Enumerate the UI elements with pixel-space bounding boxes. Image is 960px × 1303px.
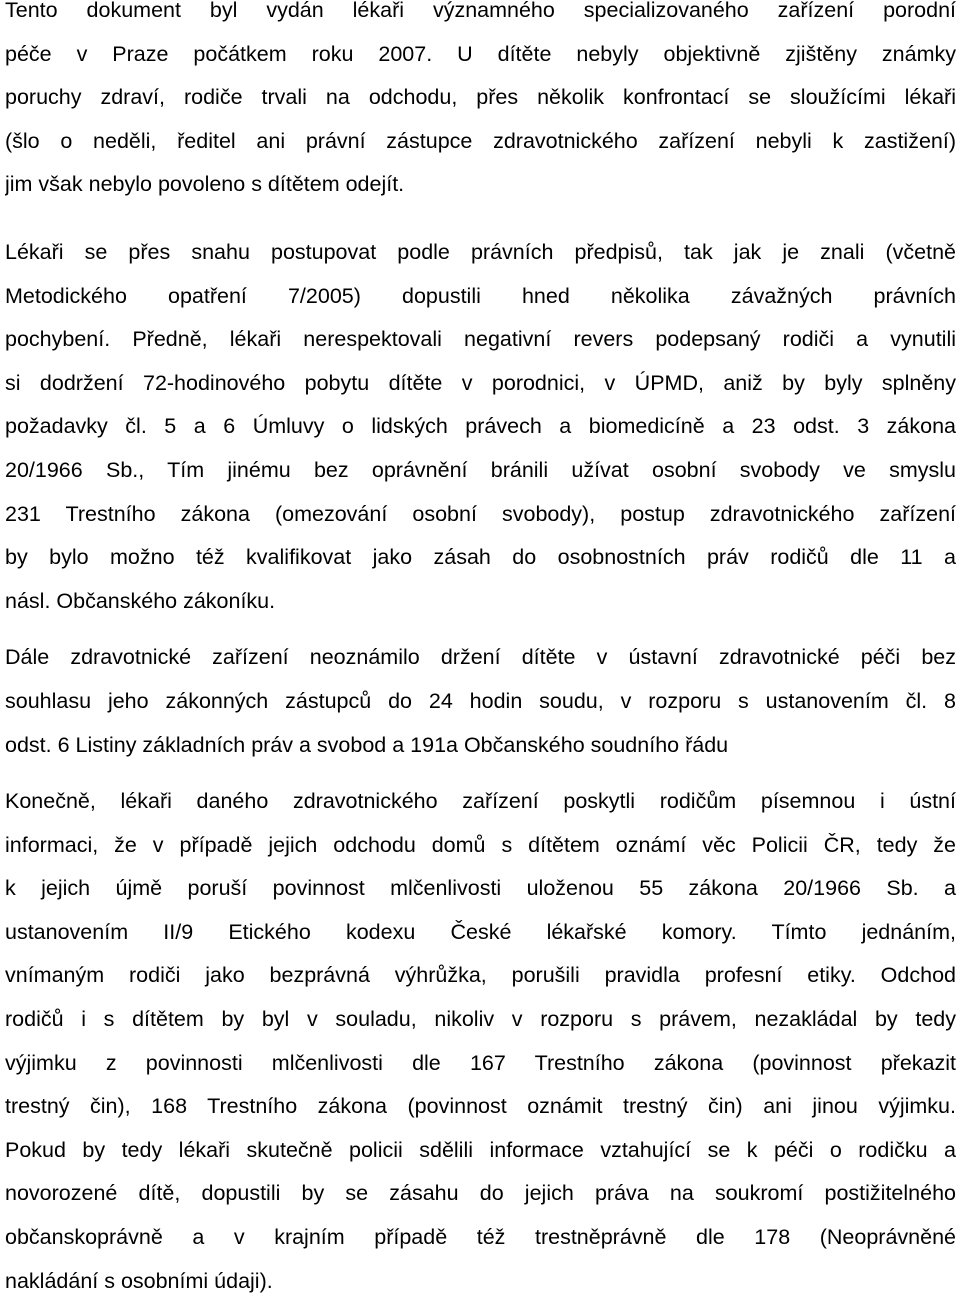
text-line: novorozené dítě, dopustili by se zásahu do jejich práva na soukromí postižitelného [5, 1181, 956, 1206]
text-line: Lékaři se přes snahu postupovat podle právních předpisů, tak jak je znali (včetně [5, 239, 956, 264]
text-line: výjimku z povinnosti mlčenlivosti dle 167 Trestního zákona (povinnost překazit [5, 1050, 956, 1075]
text-line: informaci, že v případě jejich odchodu domů s dítětem oznámí věc Policii ČR, tedy že [5, 832, 956, 857]
text-line: odst. 6 Listiny základních práv a svobod a 191a Občanského soudního řádu [5, 732, 729, 757]
text-line: Metodického opatření 7/2005) dopustili hned několika závažných právních [5, 283, 956, 308]
text-line: 231 Trestního zákona (omezování osobní svobody), postup zdravotnického zařízení [5, 501, 956, 526]
text-line: požadavky čl. 5 a 6 Úmluvy o lidských právech a biomedicíně a 23 odst. 3 zákona [5, 414, 956, 439]
text-line: pochybení. Předně, lékaři nerespektovali negativní revers podepsaný rodiči a vynutili [5, 327, 956, 352]
text-line: Konečně, lékaři daného zdravotnického zařízení poskytli rodičům písemnou i ústní [5, 789, 956, 814]
text-line: si dodržení 72-hodinového pobytu dítěte v porodnici, v ÚPMD, aniž by byly splněny [5, 370, 956, 395]
text-line: nakládání s osobními údaji). [5, 1268, 273, 1293]
text-line: občanskoprávně a v krajním případě též trestněprávně dle 178 (Neoprávněné [5, 1225, 956, 1250]
text-line: 20/1966 Sb., Tím jinému bez oprávnění bránili užívat osobní svobody ve smyslu [5, 457, 956, 482]
text-line: trestný čin), 168 Trestního zákona (povinnost oznámit trestný čin) ani jinou výjimku. [5, 1094, 956, 1119]
text-line: vnímaným rodiči jako bezprávná výhrůžka, porušili pravidla profesní etiky. Odchod [5, 963, 956, 988]
paragraph-3 [5, 636, 956, 767]
text-line: Dále zdravotnické zařízení neoznámilo držení dítěte v ústavní zdravotnické péči bez [5, 645, 956, 670]
text-line: jim však nebylo povoleno s dítětem odejít. [5, 172, 405, 197]
text-line: k jejich újmě poruší povinnost mlčenlivosti uloženou 55 zákona 20/1966 Sb. a [5, 876, 956, 901]
text-line: by bylo možno též kvalifikovat jako zásah do osobnostních práv rodičů dle 11 a [5, 545, 956, 570]
text-line: souhlasu jeho zákonných zástupců do 24 hodin soudu, v rozporu s ustanovením čl. 8 [5, 688, 956, 713]
text-line: Pokud by tedy lékaři skutečně policii sdělili informace vztahující se k péči o rodičku a [5, 1137, 956, 1162]
text-line: poruchy zdraví, rodiče trvali na odchodu, přes několik konfrontací se sloužícími lékaři [5, 85, 956, 110]
text-line: násl. Občanského zákoníku. [5, 588, 276, 613]
paragraph-1 [5, 0, 956, 207]
paragraph-2 [5, 231, 956, 623]
document-page [5, 0, 956, 1303]
text-line: ustanovením II/9 Etického kodexu České lékařské komory. Tímto jednáním, [5, 919, 956, 944]
paragraph-4 [5, 780, 956, 1303]
text-line: Tento dokument byl vydán lékaři významného specializovaného zařízení porodní [5, 0, 956, 22]
text-line: (šlo o neděli, ředitel ani právní zástupce zdravotnického zařízení nebyli k zastižení) [5, 128, 956, 153]
text-line: rodičů i s dítětem by byl v souladu, nikoliv v rozporu s právem, nezakládal by tedy [5, 1007, 956, 1032]
text-line: péče v Praze počátkem roku 2007. U dítěte nebyly objektivně zjištěny známky [5, 41, 956, 66]
